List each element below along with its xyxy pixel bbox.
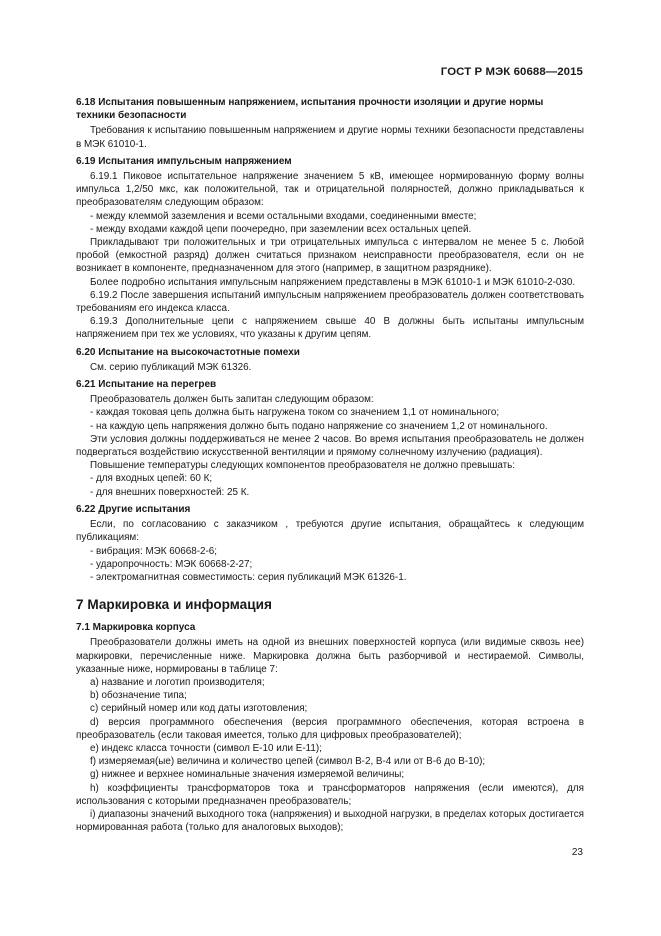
paragraph: Преобразователи должны иметь на одной из внешних поверхностей корпуса (или видимые сквозь нее) маркировки, перечисленные ниже. Маркировка должна быть разборчивой и нестираемой. Символы, указанные ниже, нормированы в таблице 7:: [76, 637, 584, 675]
list-item: - для внешних поверхностей: 25 К.: [90, 486, 250, 498]
paragraph: Требования к испытанию повышенным напряжением и другие нормы техники безопасности представлены в МЭК 61010-1.: [76, 125, 584, 150]
paragraph: Эти условия должны поддерживаться не менее 2 часов. Во время испытания преобразователь не должен подвергаться воздействию искусственной вентиляции и прямому солнечному излучению (радиация).: [76, 433, 584, 459]
list-item: - для входных цепей: 60 К;: [90, 473, 213, 485]
paragraph: Если, по согласованию с заказчиком , требуются другие испытания, обращайтесь к следующим публикациям:: [76, 519, 584, 544]
paragraph: Повышение температуры следующих компонентов преобразователя не должно превышать:: [90, 460, 516, 472]
list-item: - между клеммой заземления и всеми остальными входами, соединенными вместе;: [90, 210, 477, 222]
list-item-b: b) обозначение типа;: [90, 690, 187, 702]
list-item: - ударопрочность: МЭК 60668-2-27;: [90, 558, 253, 570]
paragraph: См. серию публикаций МЭК 61326.: [90, 361, 252, 373]
list-item: - каждая токовая цепь должна быть нагружена током со значением 1,1 от номинального;: [90, 407, 500, 419]
document-body: [76, 96, 584, 834]
section-7-heading: 7 Маркировка и информация: [76, 597, 272, 613]
list-item: - между входами каждой цепи поочередно, при заземлении всех остальных цепей.: [90, 223, 472, 235]
list-item-e: e) индекс класса точности (символ E-10 или E-11);: [90, 742, 322, 754]
list-item-i: i) диапазоны значений выходного тока (напряжения) и выходной нагрузки, в пределах которых достигается нормированная работа (только для аналоговых выходов);: [76, 808, 584, 834]
section-6-18-heading: 6.18 Испытания повышенным напряжением, испытания прочности изоляции и другие нормы техники безопасности: [76, 97, 544, 122]
list-item-g: g) нижнее и верхнее номинальные значения измеряемой величины;: [90, 769, 405, 781]
section-6-22-heading: 6.22 Другие испытания: [76, 503, 191, 515]
section-7-1-heading: 7.1 Маркировка корпуса: [76, 622, 196, 634]
paragraph: Прикладывают три положительных и три отрицательных импульса с интервалом не менее 5 с. Любой пробой (емкостной разряд) должен считаться признаком неисправности преобразователя, если он не возникает в компоненте, предназначенном для этого (например, в защитном разряднике).: [76, 237, 584, 275]
page-number: 23: [571, 847, 583, 858]
list-item: - вибрация: МЭК 60668-2-6;: [90, 545, 218, 557]
list-item-h: h) коэффициенты трансформаторов тока и трансформаторов напряжения (если имеются), для использования с которыми предназначен преобразователь;: [76, 782, 584, 807]
list-item: - на каждую цепь напряжения должно быть подано напряжение со значением 1,2 от номинального.: [90, 420, 548, 432]
standard-header: ГОСТ Р МЭК 60688—2015: [440, 66, 583, 78]
paragraph: Более подробно испытания импульсным напряжением представлены в МЭК 61010-1 и МЭК 61010-2-030.: [90, 276, 576, 288]
list-item-a: a) название и логотип производителя;: [90, 676, 265, 688]
section-6-20-heading: 6.20 Испытание на высокочастотные помехи: [76, 346, 300, 358]
paragraph: Преобразователь должен быть запитан следующим образом:: [90, 394, 374, 406]
section-6-19-heading: 6.19 Испытания импульсным напряжением: [76, 155, 292, 167]
list-item-d: d) версия программного обеспечения (версия программного обеспечения, которая встроена в преобразователь (если таковая имеется, только для цифровых преобразователей);: [76, 716, 584, 741]
section-6-21-heading: 6.21 Испытание на перегрев: [76, 379, 217, 391]
paragraph: 6.19.1 Пиковое испытательное напряжение значением 5 кВ, имеющее нормированную форму волны импульса 1,2/50 мкс, как положительной, так и отрицательной полярностей, должно прикладываться к преобразователям следующим образом:: [76, 171, 584, 209]
list-item: - электромагнитная совместимость: серия публикаций МЭК 61326-1.: [90, 571, 407, 583]
list-item-f: f) измеряемая(ые) величина и количество цепей (символ B-2, B-4 или от B-6 до B-10);: [90, 756, 486, 768]
paragraph: 6.19.3 Дополнительные цепи с напряжением свыше 40 В должны быть испытаны импульсным напряжением при тех же условиях, что указаны к другим цепям.: [76, 316, 584, 341]
paragraph: 6.19.2 После завершения испытаний импульсным напряжением преобразователь должен соответствовать требованиям его индекса класса.: [76, 289, 584, 315]
list-item-c: c) серийный номер или код даты изготовления;: [90, 703, 308, 715]
